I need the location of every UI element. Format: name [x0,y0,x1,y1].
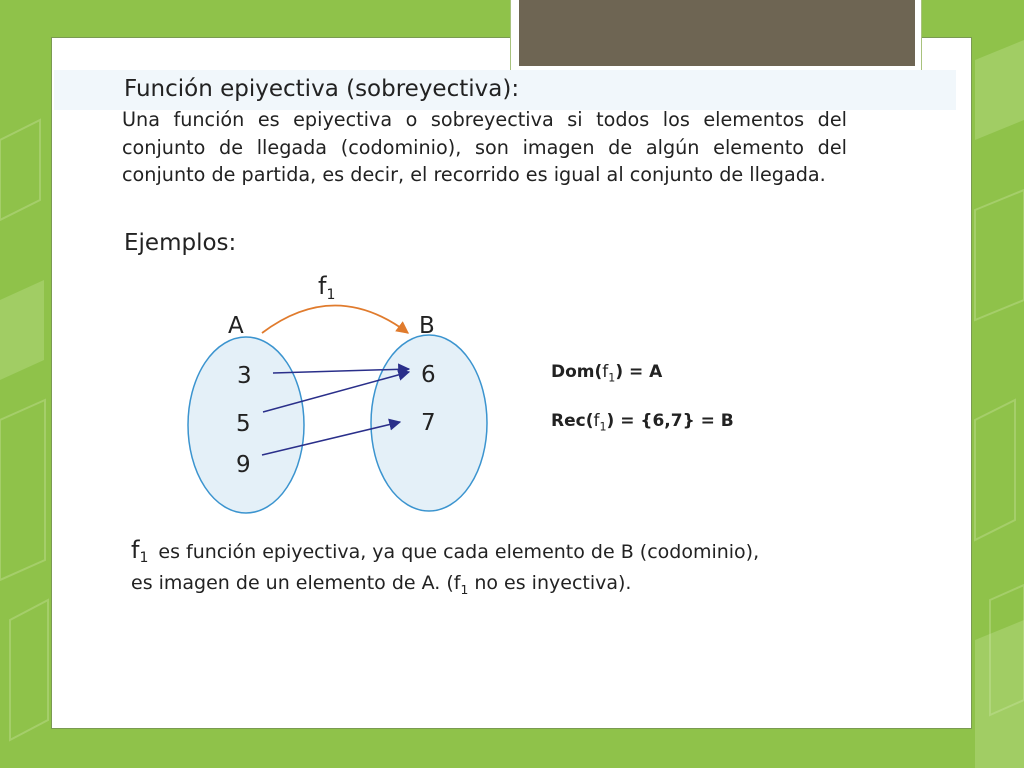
definition-paragraph: Una función es epiyectiva o sobreyectiva si todos los elementos del conjunto de llegada (codominio), son imagen de algún elemento del conjunto de partida, es decir, el recorrido es igual al conjunto de llegada. [122,108,847,186]
set-a-element: 9 [236,452,251,478]
diagram-function-label: $f_1$ [318,272,336,303]
set-a-label: A [228,313,244,339]
conclusion-line-1: $f_1$ es función epiyectiva, ya que cada elemento de B (codominio), [131,536,760,567]
set-b-label: B [419,313,435,339]
examples-heading: Ejemplos: [124,230,237,256]
set-b-element: 6 [421,362,436,388]
slide-title: Función epiyectiva (sobreyectiva): [124,76,520,102]
range-statement: $Rec(f_1) = \{6,7\} = B$ [551,411,734,434]
set-a-element: 3 [237,363,252,389]
set-a-element: 5 [236,411,251,437]
set-b-element: 7 [421,410,436,436]
conclusion-line-2: es imagen de un elemento de A. ($f_1$ no es inyectiva). [131,572,632,597]
function-curve-arrow [262,306,408,334]
domain-statement: $Dom(f_1) = A$ [551,362,663,385]
